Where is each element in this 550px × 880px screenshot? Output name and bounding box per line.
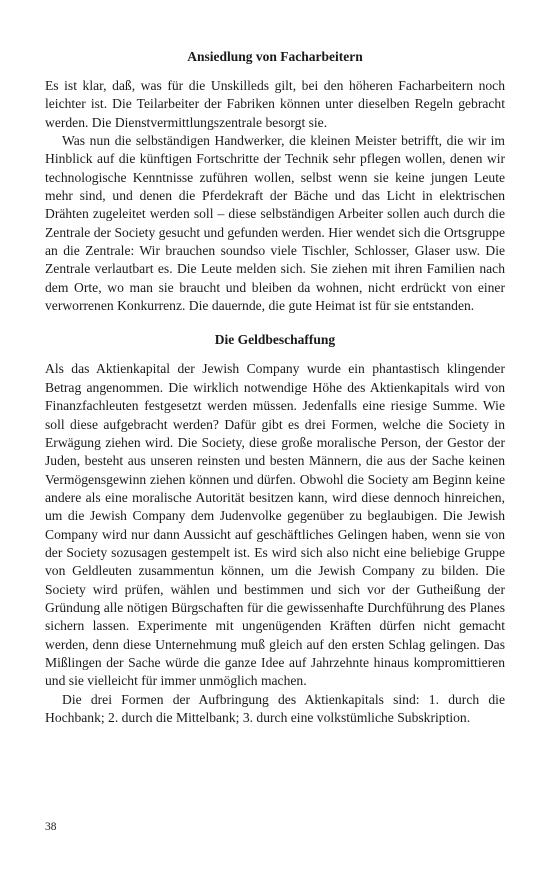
document-page (45, 48, 505, 727)
section-heading-geldbeschaffung: Die Geldbeschaffung (214, 332, 336, 348)
section-heading-ansiedlung: Ansiedlung von Facharbeitern (187, 49, 363, 64)
paragraph-handwerker: Was nun die selbständigen Handwerker, die kleinen Meister betrifft, die wir im Hinblick auf die künftigen Fortschritte der Technik sehr pflegen wollen, denen wir technologische Kenntnisse zuführen wollen, selbst wenn sie keine jungen Leute mehr sind, und denen die Pferdekraft der Bäche und das Licht in elektrischen Drähten zugeleitet werden soll – diese selbständigen Arbeiter sollen auch durch die Zentrale der Society gesucht und gefunden werden. Hier wendet sich die Ortsgruppe an die Zentrale: Wir brauchen soundso viele Tischler, Schlosser, Glaser usw. Die Zentrale verlautbart es. Die Leute melden sich. Sie ziehen mit ihren Familien nach dem Orte, wo man sie braucht und bleiben da wohnen, nicht erdrückt von einer verworrenen Konkurrenz. Die dauernde, die gute Heimat ist für sie entstanden. (45, 133, 505, 314)
paragraph-aktienkapital: Als das Aktienkapital der Jewish Company wurde ein phantastisch klingender Betrag angenommen. Die wirklich notwendige Höhe des Aktienkapitals wird von Finanzfachleuten festgesetzt werden müssen. Jedenfalls eine riesige Summe. Wie soll diese aufgebracht werden? Dafür gibt es drei Formen, welche die Society in Erwägung ziehen wird. Die Society, diese große moralische Person, der Gestor der Juden, besteht aus unseren reinsten und besten Männern, die aus der Sache keinen Vermögensgewinn ziehen können und dürfen. Obwohl die Society am Beginn keine andere als eine moralische Autorität besitzen kann, wird diese dennoch hinreichen, um die Jewish Company dem Judenvolke gegenüber zu beglaubigen. Die Jewish Company wird nur dann Aussicht auf geschäftliches Gelingen haben, wenn sie von der Society sozusagen gestempelt ist. Es wird sich also nicht eine beliebige Gruppe von Geldleuten zusammentun können, um die Jewish Company zu bilden. Die Society wird prüfen, wählen und bestimmen und sich vor der Gutheißung der Gründung alle nötigen Bürgschaften für die gewissenhafte Durchführung des Planes sichern lassen. Experimente mit ungenügenden Kräften dürfen nicht gemacht werden, denn diese Unternehmung muß gleich auf den ersten Schlag gelingen. Das Mißlingen der Sache würde die ganze Idee auf Jahrzehnte hinaus kompromittieren und sie vielleicht für immer unmöglich machen. (45, 361, 505, 689)
paragraph-drei-formen: Die drei Formen der Aufbringung des Aktienkapitals sind: 1. durch die Hochbank; 2. durch die Mittelbank; 3. durch eine volkstümliche Subskription. (45, 691, 505, 725)
paragraph-unskilleds: Es ist klar, daß, was für die Unskilleds gilt, bei den höheren Facharbeitern noch leichter ist. Die Teilarbeiter der Fabriken können unter dieselben Regeln gebracht werden. Die Dienstvermittlungszentrale besorgt sie. (45, 78, 505, 130)
page-number: 38 (45, 821, 57, 833)
